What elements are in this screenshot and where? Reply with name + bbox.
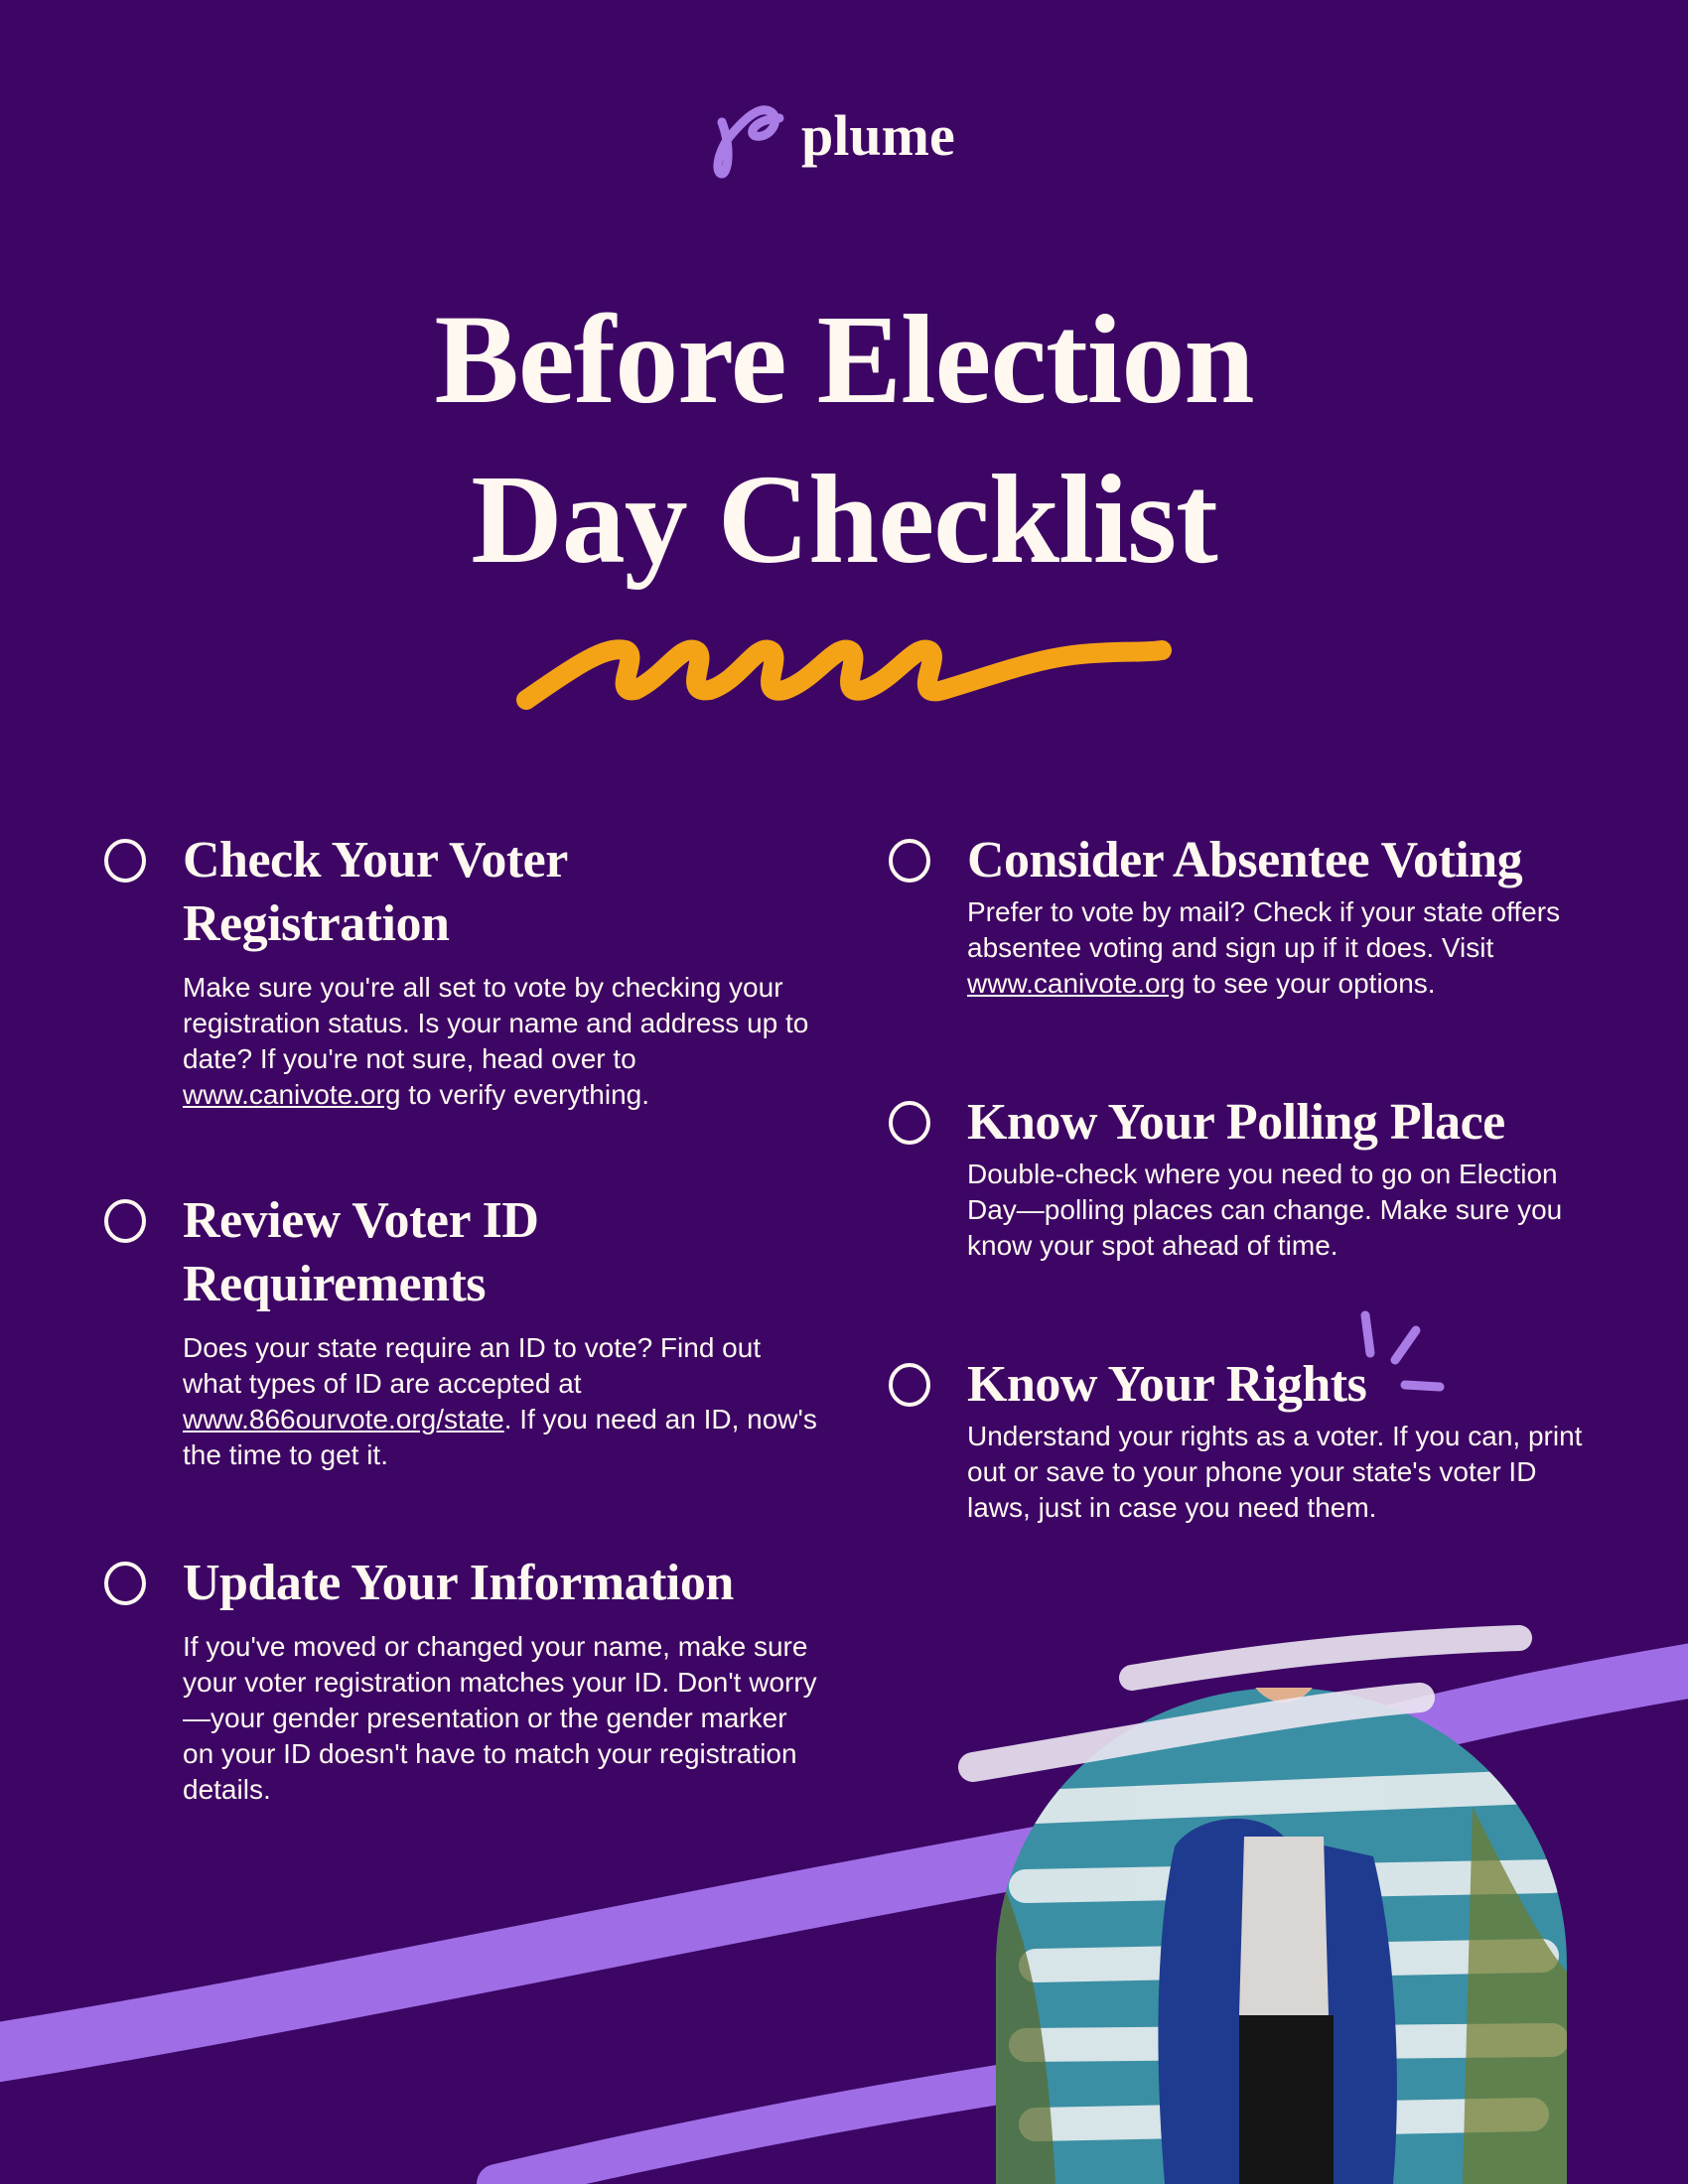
- 866ourvote-link[interactable]: www.866ourvote.org/state: [183, 1404, 504, 1434]
- sparkle-lines-decoration: [1350, 1305, 1460, 1405]
- checklist-item-absentee-voting[interactable]: [967, 829, 1642, 1002]
- item-heading: Check Your Voter Registration: [183, 832, 567, 952]
- item-body: Make sure you're all set to vote by checking your registration status. Is your name and address up to date? If you're not sure, head over to www.canivote.org to verify everything.: [183, 972, 809, 1110]
- item-body: Does your state require an ID to vote? Find out what types of ID are accepted at www.866ourvote.org/state. If you need an ID, now's the time to get it.: [183, 1332, 817, 1470]
- checklist-item-polling-place[interactable]: [967, 1091, 1642, 1264]
- checkbox-circle-icon[interactable]: [888, 1101, 931, 1145]
- checklist-item-know-rights[interactable]: [967, 1353, 1642, 1526]
- item-heading: Know Your Polling Place: [967, 1094, 1505, 1151]
- checkbox-circle-icon[interactable]: [888, 839, 931, 883]
- plume-logo: [710, 94, 988, 194]
- item-body: If you've moved or changed your name, make sure your voter registration matches your ID. Don't worry—your gender presentation or the gender marker on your ID doesn't have to match your registration details.: [183, 1631, 817, 1805]
- checkbox-circle-icon[interactable]: [103, 839, 147, 883]
- page-title: [0, 280, 1688, 600]
- item-heading: Consider Absentee Voting: [967, 832, 1523, 888]
- title-line-1: Before Election: [434, 289, 1254, 430]
- title-line-2: Day Checklist: [471, 449, 1217, 590]
- canivote-link[interactable]: www.canivote.org: [967, 968, 1186, 999]
- item-body: Double-check where you need to go on Election Day—polling places can change. Make sure you know your spot ahead of time.: [967, 1159, 1563, 1261]
- checkbox-circle-icon[interactable]: [888, 1363, 931, 1407]
- item-body: Prefer to vote by mail? Check if your state offers absentee voting and sign up if it does. Visit www.canivote.org to see your options.: [967, 896, 1561, 999]
- checklist-item-voter-registration[interactable]: [183, 829, 858, 1113]
- checkbox-circle-icon[interactable]: [103, 1199, 147, 1243]
- item-heading: Know Your Rights: [967, 1356, 1367, 1413]
- white-brush-strokes: [953, 1618, 1549, 1797]
- orange-squiggle-decoration: [516, 606, 1172, 715]
- canivote-link[interactable]: www.canivote.org: [183, 1079, 401, 1110]
- item-body: Understand your rights as a voter. If you can, print out or save to your phone your state's voter ID laws, just in case you need them.: [967, 1421, 1583, 1523]
- plume-logo-icon: [710, 94, 799, 194]
- brand-name: plume: [801, 103, 955, 168]
- item-heading: Update Your Information: [183, 1555, 734, 1611]
- checklist-item-voter-id[interactable]: [183, 1189, 858, 1473]
- item-heading: Review Voter ID Requirements: [183, 1192, 539, 1312]
